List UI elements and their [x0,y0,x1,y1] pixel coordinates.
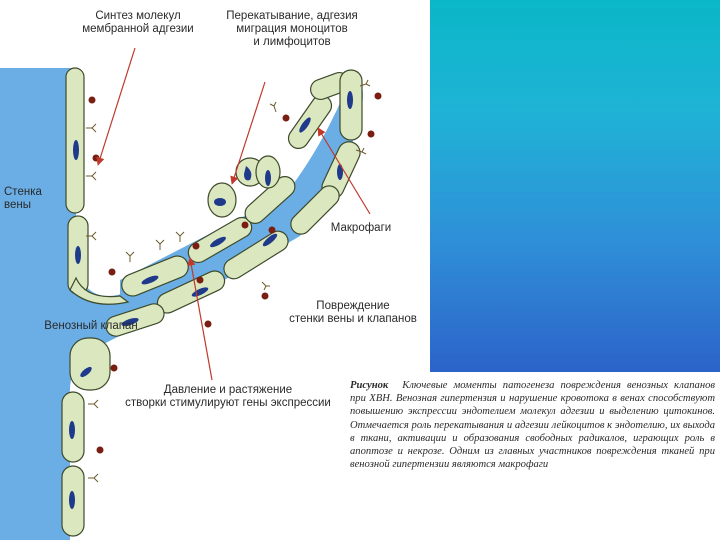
label-rolling: Перекатывание, адгезия миграция моноцитов и лимфоцитов [226,10,358,48]
label-valve: Венозный клапан [44,320,138,332]
caption-text: Ключевые моменты патогенеза повреждения венозных клапанов при ХВН. Венозная гипертензия и нарушение кровотока в венах способствуют повышению экспрессии эндотелием молекул адгезии и выделению цитокинов. Отмечается роль перекатывания и адгезии лейкоцитов к эндотелию, их выхода в ткани, активации и образования свободных радикалов, играющих роль в апоптозе и некрозе. Одним из главных участников повреждения тканей при венозной гипертензии являются макрофаги [350,380,715,471]
figure-caption [350,379,715,471]
label-pressure: Давление и растяжение створки стимулируют гены экспрессии [125,384,331,409]
label-damage: Повреждение стенки вены и клапанов [289,300,417,325]
label-macrophages: Макрофаги [330,222,392,234]
label-synthesis: Синтез молекул мембранной адгезии [82,10,194,35]
caption-title: Рисунок [350,380,389,391]
label-wall: Стенка вены [4,186,42,211]
